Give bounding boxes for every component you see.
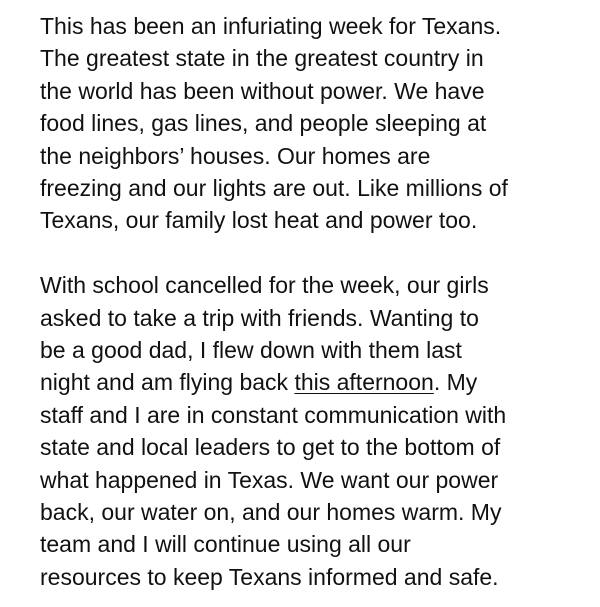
text-line: state and local leaders to get to the bottom of bbox=[40, 434, 501, 461]
text-line: staff and I are in constant communication with bbox=[40, 401, 507, 428]
text-line: resources to keep Texans informed and safe. bbox=[40, 563, 499, 590]
text-line: Texans, our family lost heat and power too. bbox=[40, 207, 478, 234]
text-line: asked to take a trip with friends. Wanting to bbox=[40, 304, 479, 331]
statement-document bbox=[40, 10, 600, 593]
paragraph-2 bbox=[40, 269, 600, 593]
underlined-phrase: this afternoon bbox=[294, 369, 434, 396]
text-segment: night and am flying back bbox=[40, 369, 295, 396]
text-line bbox=[40, 366, 600, 398]
text-line: the world has been without power. We have bbox=[40, 77, 485, 104]
text-segment: . My bbox=[433, 369, 478, 396]
text-line: food lines, gas lines, and people sleeping at bbox=[40, 110, 487, 137]
text-line: The greatest state in the greatest country in bbox=[40, 45, 484, 72]
text-line: back, our water on, and our homes warm. My bbox=[40, 499, 502, 526]
text-line: what happened in Texas. We want our power bbox=[40, 466, 499, 493]
text-line: With school cancelled for the week, our girls bbox=[40, 272, 489, 299]
text-line: be a good dad, I flew down with them last bbox=[40, 337, 462, 364]
paragraph-1 bbox=[40, 10, 600, 237]
text-line: the neighbors’ houses. Our homes are bbox=[40, 142, 431, 169]
text-line: team and I will continue using all our bbox=[40, 531, 411, 558]
text-line: freezing and our lights are out. Like millions of bbox=[40, 175, 508, 202]
text-line: This has been an infuriating week for Texans. bbox=[40, 13, 502, 39]
